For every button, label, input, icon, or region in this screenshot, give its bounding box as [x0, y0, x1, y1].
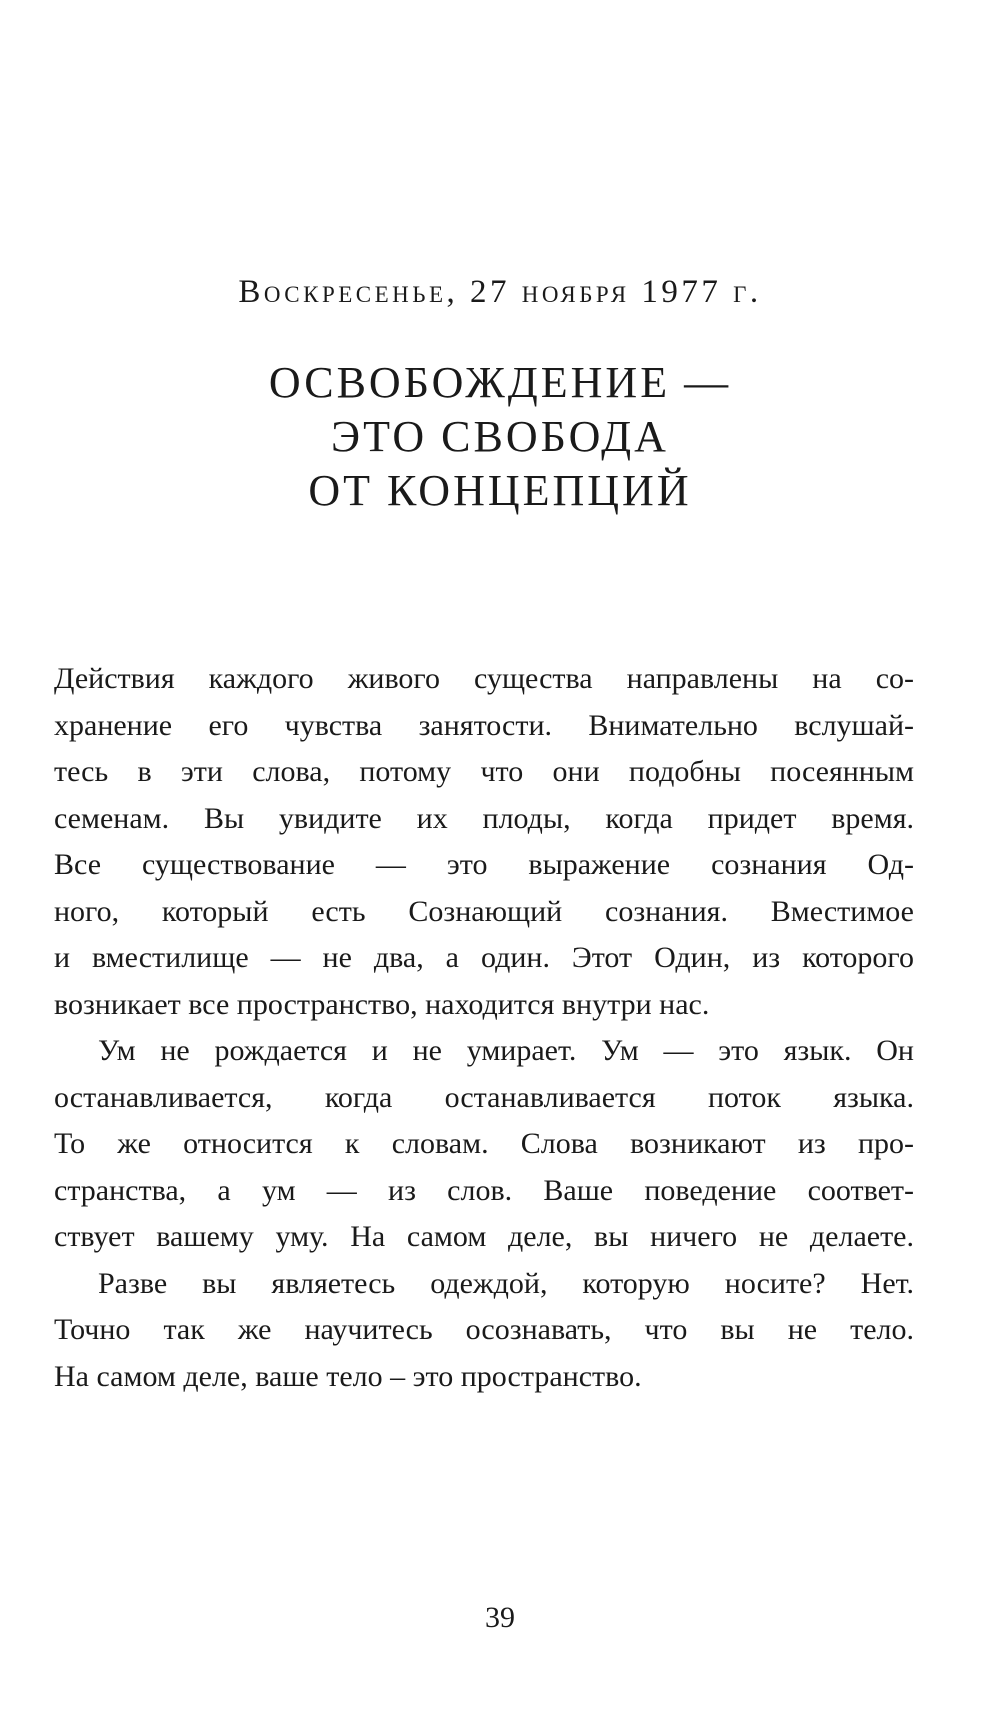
- chapter-title-line-2: ЭТО СВОБОДА: [331, 412, 669, 461]
- date-heading: Воскресенье, 27 ноября 1977 г.: [238, 274, 762, 310]
- text-line: На самом деле, ваше тело – это пространство.: [54, 1359, 642, 1393]
- text-line: останавливается, когда останавливается поток языка.: [54, 1080, 914, 1114]
- text-line: Точно так же научитесь осознавать, что вы не тело.: [54, 1313, 914, 1346]
- text-line: ного, который есть Сознающий сознания. Вместимое: [54, 894, 914, 928]
- body-text: [54, 656, 914, 1400]
- text-line: Все существование — это выражение сознания Од-: [54, 848, 914, 881]
- text-line: Ум не рождается и не умирает. Ум — это язык. Он: [98, 1034, 914, 1067]
- text-line: возникает все пространство, находится внутри нас.: [54, 987, 710, 1021]
- text-line: ствует вашему уму. На самом деле, вы ничего не делаете.: [54, 1220, 914, 1253]
- chapter-title-line-1: ОСВОБОЖДЕНИЕ —: [268, 358, 732, 407]
- page-number: 39: [485, 1601, 515, 1634]
- text-line: тесь в эти слова, потому что они подобны посеянным: [54, 755, 914, 788]
- text-line: хранение его чувства занятости. Внимательно вслушай-: [54, 708, 914, 742]
- chapter-title-line-3: ОТ КОНЦЕПЦИЙ: [308, 466, 692, 515]
- text-line: То же относится к словам. Слова возникают из про-: [54, 1127, 914, 1160]
- chapter-title: [0, 356, 1000, 518]
- text-line: и вместилище — не два, а один. Этот Один, из которого: [54, 941, 914, 974]
- text-line: семенам. Вы увидите их плоды, когда придет время.: [54, 801, 914, 835]
- text-line: Разве вы являетесь одеждой, которую носите? Нет.: [98, 1266, 914, 1300]
- text-line: Действия каждого живого существа направлены на со-: [54, 662, 914, 695]
- text-line: странства, а ум — из слов. Ваше поведение соответ-: [54, 1173, 914, 1207]
